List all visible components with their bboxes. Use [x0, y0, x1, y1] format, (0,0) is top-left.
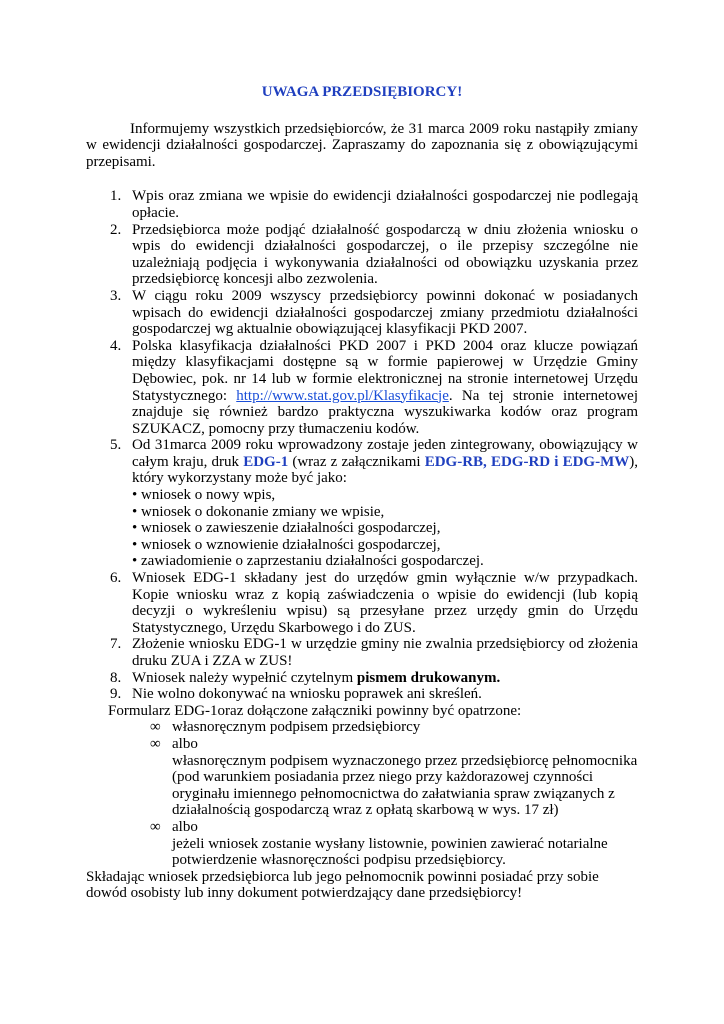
item-text-before-link: Polska klasyfikacja działalności PKD 2007 i PKD 2004 oraz klucze powiązań między klasyfikacjami dostępne są w formie papierowej w Urzędzie Gminy Dębowiec, pok. nr 14 lub w formie elektronicznej na stronie internetowej Urzędu Statystycznego: — [132, 337, 638, 404]
item-number: 5. — [110, 437, 122, 454]
list-item — [86, 437, 638, 570]
use-bullet: • zawiadomienie o zaprzestaniu działalności gospodarczej. — [132, 553, 484, 570]
item-text: Złożenie wniosku EDG-1 w urzędzie gminy nie zwalnia przedsiębiorcy od złożenia druku ZUA i ZZA w ZUS! — [132, 636, 638, 669]
closing-paragraph: Składając wniosek przedsiębiorca lub jego pełnomocnik powinni posiadać przy sobie dowód osobisty lub inny dokument potwierdzający dane przedsiębiorcy! — [86, 868, 599, 902]
item-number: 9. — [110, 686, 122, 703]
item-number: 2. — [110, 221, 122, 238]
item-number: 7. — [110, 636, 122, 653]
signature-options — [86, 719, 638, 868]
use-bullet: • wniosek o zawieszenie działalności gospodarczej, — [132, 520, 441, 537]
stat-gov-link[interactable]: http://www.stat.gov.pl/Klasyfikacje — [236, 387, 449, 404]
item-text: Przedsiębiorca może podjąć działalność gospodarczą w dniu złożenia wniosku o wpis do ewidencji działalności gospodarczej, o ile przepisy szczególne nie uzależniają podjęcia i wykonywania działalności od obowiązku uzyskania przez przedsiębiorcę koncesji albo zezwolenia. — [132, 221, 638, 288]
item-text: Wniosek EDG-1 składany jest do urzędów gmin wyłącznie w/w przypadkach. Kopie wniosku wraz z kopią zaświadczenia o wpisie do ewidencji (lub kopią decyzji o wykreśleniu wpisu) są przesyłane przez urzędy gmin do Urzędu Statystycznego, Urzędu Skarbowego i do ZUS. — [132, 570, 638, 636]
option-albo: albo — [172, 735, 198, 752]
list-item — [86, 222, 638, 288]
item-text: (wraz z załącznikami — [288, 453, 425, 470]
list-item — [86, 188, 638, 221]
rules-list — [86, 188, 638, 702]
page-title: UWAGA PRZEDSIĘBIORCY! — [261, 84, 463, 100]
item-text: ), który wykorzystany może być jako: — [132, 453, 639, 487]
attachments-names: EDG-RB, EDG-RD i EDG-MW — [424, 453, 630, 470]
intro-paragraph: Informujemy wszystkich przedsiębiorców, że 31 marca 2009 roku nastąpiły zmiany w ewidencji działalności gospodarczej. Zapraszamy do zapoznania się z obowiązującymi przepisami. — [86, 120, 638, 170]
use-bullet: • wniosek o nowy wpis, — [132, 487, 276, 504]
option-text: własnoręcznym podpisem przedsiębiorcy — [172, 719, 421, 736]
option-text: jeżeli wniosek zostanie wysłany listownie, powinien zawierać notarialne potwierdzenie własnoręczności podpisu przedsiębiorcy. — [172, 835, 608, 869]
list-item — [86, 636, 638, 669]
list-item — [86, 288, 638, 338]
infinity-bullet-icon: ∞ — [150, 719, 161, 736]
item-text: Wniosek należy wypełnić czytelnym — [132, 669, 357, 686]
infinity-bullet-icon: ∞ — [150, 818, 161, 835]
list-item — [86, 338, 638, 438]
item-text: W ciągu roku 2009 wszyscy przedsiębiorcy powinni dokonać w posiadanych wpisach do ewidencji działalności gospodarczej zmiany przedmiotu działalności gospodarczej wg aktualnie obowiązującej klasyfikacji PKD 2007. — [132, 287, 638, 338]
use-bullet: • wniosek o wznowienie działalności gospodarczej, — [132, 536, 441, 553]
list-item — [86, 686, 638, 703]
edg1-form-name: EDG-1 — [243, 453, 289, 470]
item-text: Od 31marca 2009 roku wprowadzony zostaje jeden zintegrowany, obowiązujący w całym kraju, druk — [132, 437, 638, 470]
item-bold-text: pismem drukowanym. — [356, 669, 501, 686]
item-text: Wpis oraz zmiana we wpisie do ewidencji działalności gospodarczej nie podlegają opłacie. — [132, 188, 638, 221]
item-text-after-link: . Na tej stronie internetowej znajduje się również bardzo praktyczna wyszukiwarka kodów oraz program SZUKACZ, pomocny przy tłumaczeniu kodów. — [132, 387, 639, 437]
item-number: 4. — [110, 337, 122, 354]
option-text: własnoręcznym podpisem wyznaczonego przez przedsiębiorcę pełnomocnika (pod warunkiem posiadania przez niego przy każdorazowej czynności oryginału imiennego pełnomocnictwa do załatwiania spraw związanych z działalnością gospodarczą wraz z opłatą skarbową w wys. 17 zł) — [172, 752, 638, 819]
item-number: 6. — [110, 570, 122, 587]
signature-option — [86, 719, 638, 736]
signature-option — [86, 819, 638, 869]
list-item — [86, 570, 638, 636]
infinity-bullet-icon: ∞ — [150, 735, 161, 752]
list-item — [86, 670, 638, 687]
item-number: 3. — [110, 287, 122, 304]
option-albo: albo — [172, 818, 198, 835]
use-bullet: • wniosek o dokonanie zmiany we wpisie, — [132, 503, 385, 520]
item-number: 1. — [110, 188, 122, 205]
item-text: Nie wolno dokonywać na wniosku poprawek ani skreśleń. — [132, 686, 482, 703]
item-number: 8. — [110, 669, 122, 686]
signature-option — [86, 736, 638, 819]
formular-intro: Formularz EDG-1oraz dołączone załączniki powinny być opatrzone: — [108, 702, 522, 719]
